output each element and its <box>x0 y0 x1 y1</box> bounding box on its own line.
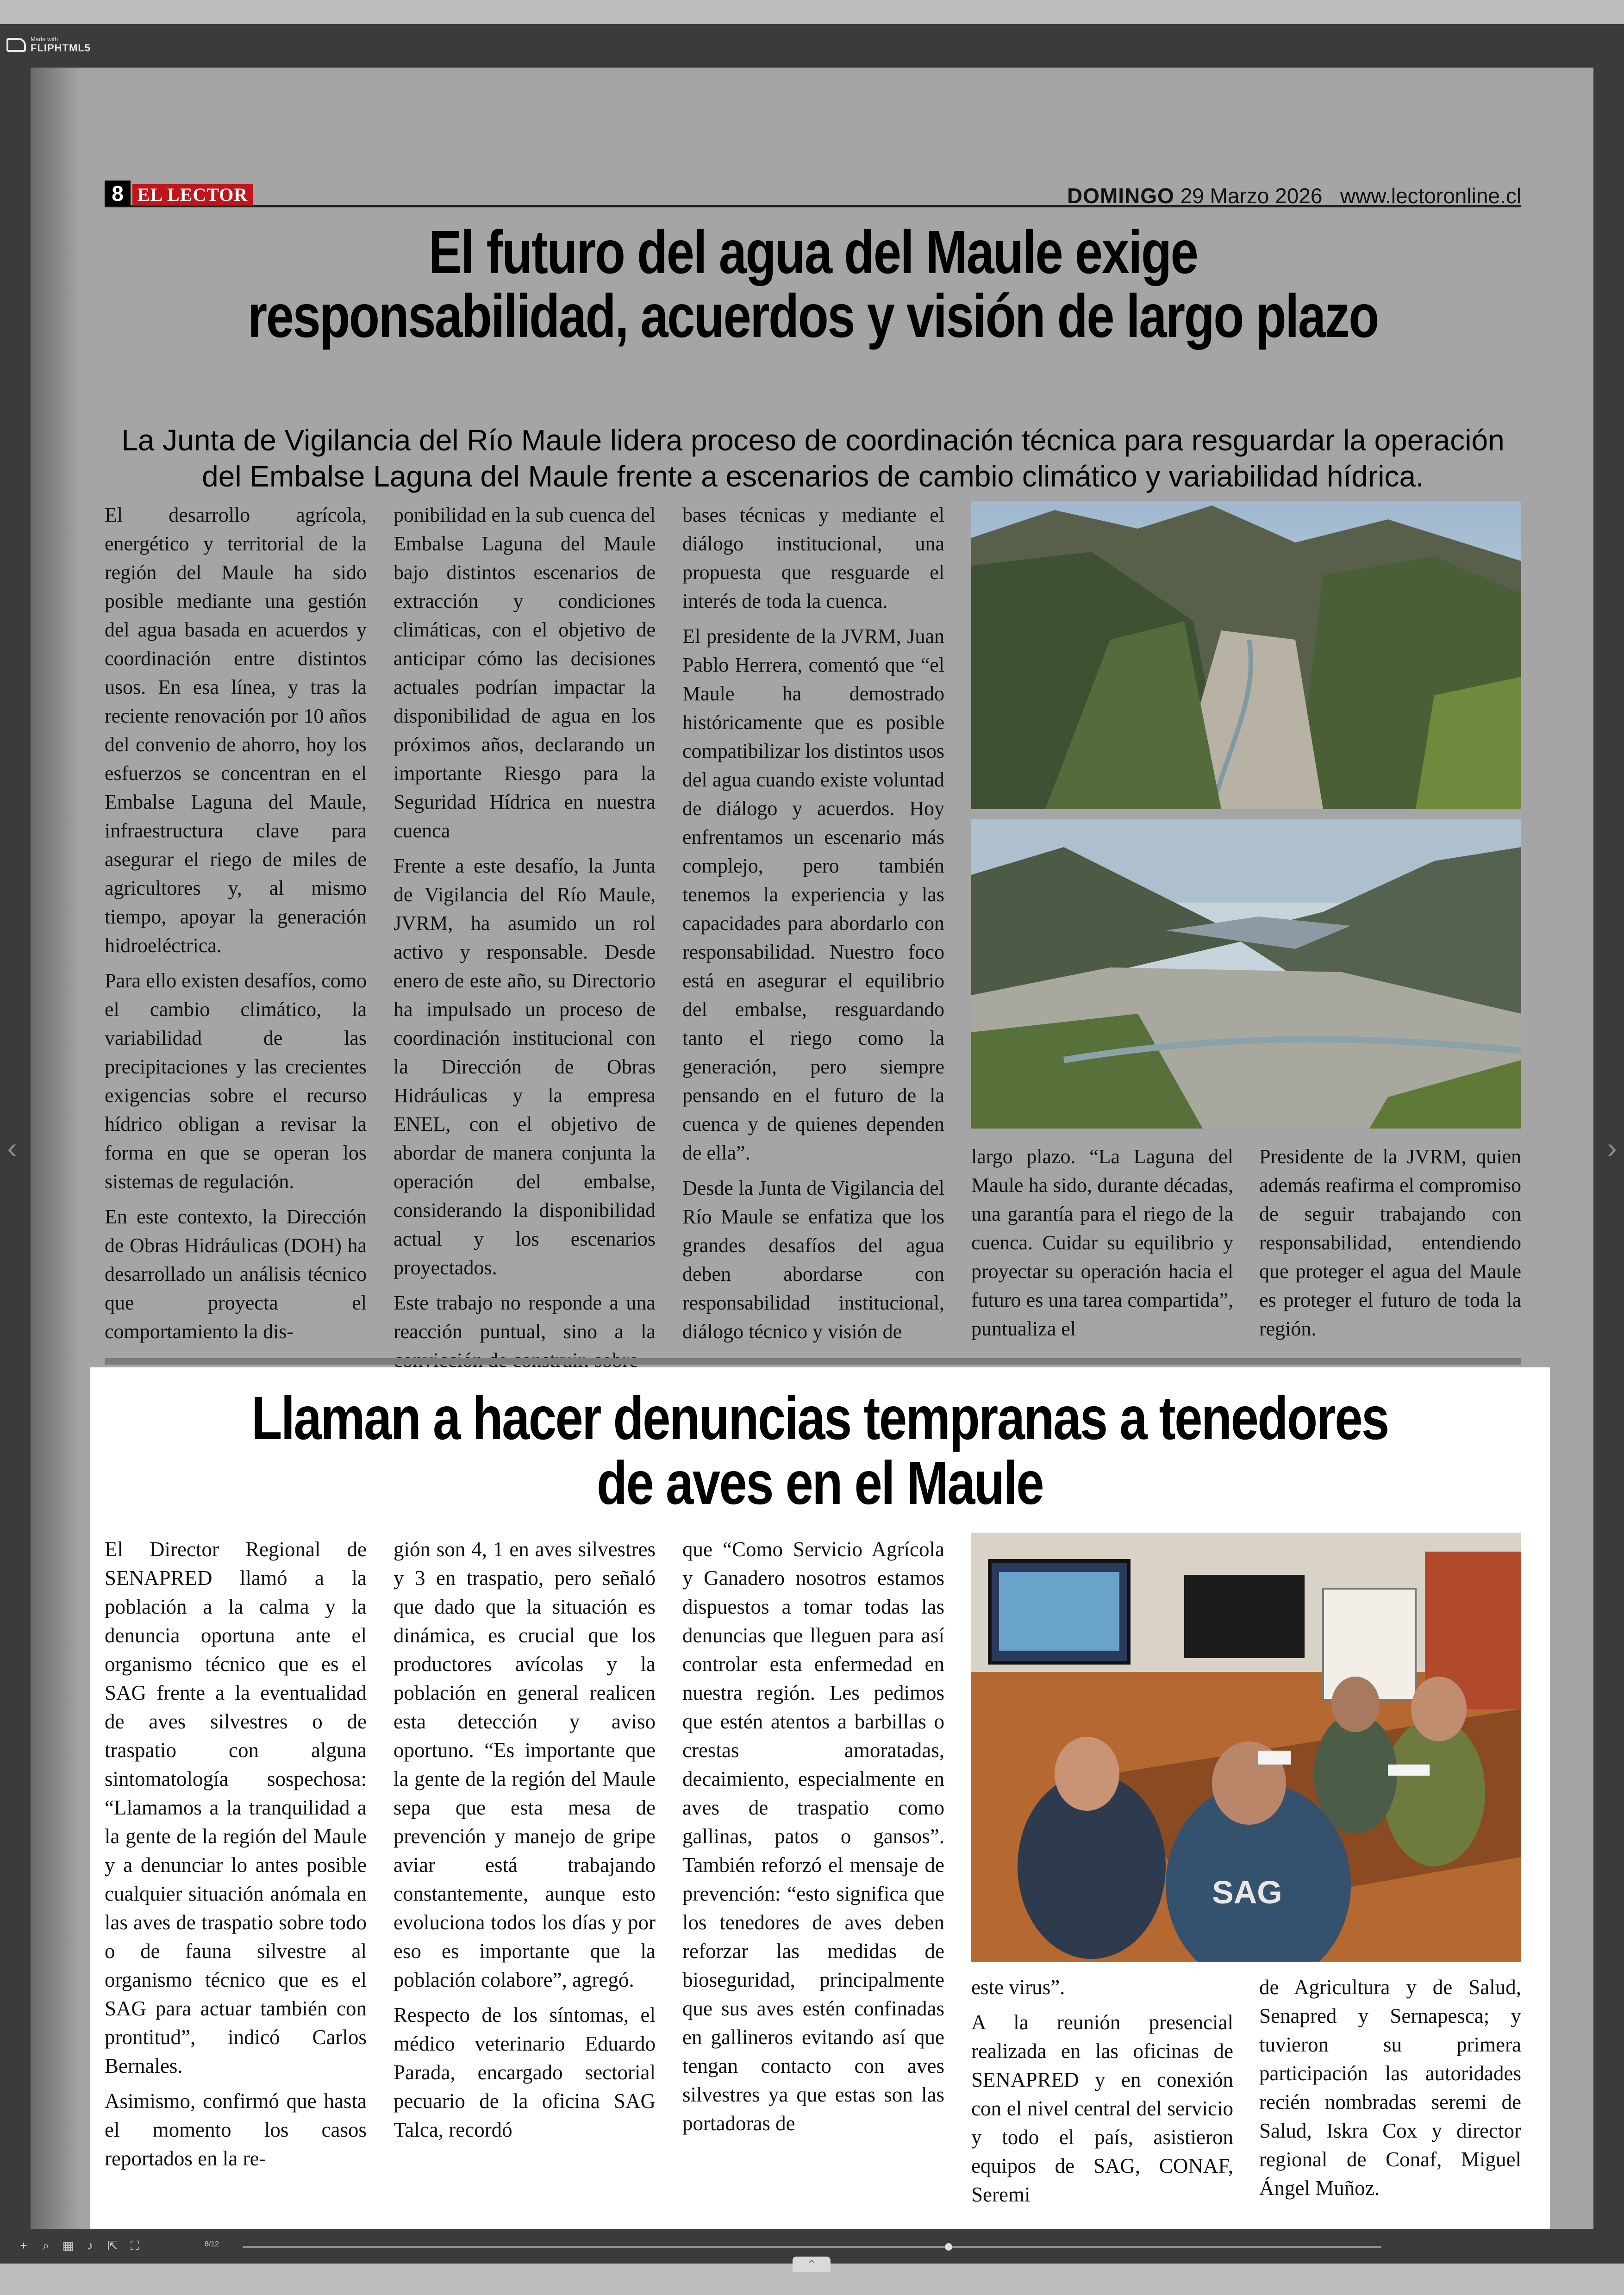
article2-headline: Llaman a hacer denuncias tempranas a tenedores de aves en el Maule <box>251 1384 1388 1517</box>
article2-column-3 <box>682 1535 944 2144</box>
fliphtml5-logo-icon <box>6 38 26 52</box>
article1-col2-paragraph-2: Frente a este desafío, la Junta de Vigilancia del Río Maule, JVRM, ha asumido un rol activo y responsable. Desde enero de este año, su Directorio ha impulsado un proceso de coordinación institucional con la Dirección de Obras Hidráulicas y la empresa ENEL, con el objetivo de abordar de manera conjunta la operación del embalse, considerando la disponibilidad actual y los escenarios proyectados. <box>394 854 656 1279</box>
article2-col4-paragraph-2: A la reunión presencial realizada en las oficinas de SENAPRED y en conexión con el nivel central del servicio y todo el país, asistieron equipos de SAG, CONAF, Seremi <box>971 2011 1233 2206</box>
meeting-room-photo <box>971 1533 1521 1962</box>
search-icon[interactable]: ⌕ <box>42 2239 50 2252</box>
website-text: www.lectoronline.cl <box>1340 184 1521 208</box>
brand-name: FLIPHTML5 <box>31 42 91 54</box>
fliphtml5-brand[interactable] <box>6 36 91 54</box>
article2-col1-paragraph-2: Asimismo, confirmó que hasta el momento los casos reportados en la re- <box>105 2089 367 2170</box>
article1-col1-paragraph-3: En este contexto, la Dirección de Obras Hidráulicas (DOH) ha desarrollado un análisis técnico que proyecta el comportamiento la dis- <box>105 1205 367 1343</box>
article1-headline: El futuro del agua del Maule exige responsabilidad, acuerdos y visión de largo plazo <box>248 218 1378 350</box>
article1-column-3 <box>682 501 944 1353</box>
river-valley-photo-1 <box>971 501 1521 809</box>
article2-col5-paragraph-1: de Agricultura y de Salud, Senapred y Sernapesca; y tuvieron su primera participación las autoridades recién nombradas seremi de Salud, Iskra Cox y director regional de Conaf, Miguel Ángel Muñoz. <box>1259 1976 1521 2200</box>
article1-col3-paragraph-3: Desde la Junta de Vigilancia del Río Maule se enfatiza que los grandes desafíos del agua deben abordarse con responsabilidad institucional, diálogo técnico y visión de <box>682 1177 944 1343</box>
article2-column-1 <box>105 1535 367 2179</box>
article1-col3-paragraph-1: bases técnicas y mediante el diálogo institucional, una propuesta que resguarde el interés de toda la cuenca. <box>682 504 944 612</box>
article2-column-5 <box>1259 1973 1521 2209</box>
article1-subtitle: La Junta de Vigilancia del Río Maule lidera proceso de coordinación técnica para resguardar la operación del Embalse Laguna del Maule frente a escenarios de cambio climático y variabilidad hídrica. <box>121 424 1505 493</box>
river-valley-illustration-1 <box>971 501 1521 809</box>
sound-icon[interactable]: ♪ <box>87 2239 94 2252</box>
newspaper-page <box>31 68 1593 2229</box>
article2-col3-paragraph-1: que “Como Servicio Agrícola y Ganadero nosotros estamos dispuestos a tomar todas las denuncias que lleguen para así controlar esta enfermedad en nuestra región. Les pedimos que estén atentos a barbillas o crestas amoratadas, decaimiento, especialmente en aves de traspatio como gallinas, patos o gansos”. También reforzó el mensaje de prevención: “esto significa que los tenedores de aves deben reforzar las medidas de bioseguridad, principalmente que sus aves estén confinadas en gallineros evitando así que tengan contacto con aves silvestres ya que estas son las portadoras de <box>682 1538 944 2135</box>
article2-col2-paragraph-2: Respecto de los síntomas, el médico veterinario Eduardo Parada, encargado sectorial pecuario de la oficina SAG Talca, recordó <box>394 2003 656 2141</box>
brand-small-text: Made with <box>31 36 58 43</box>
previous-page-icon[interactable]: ‹ <box>7 1131 17 1165</box>
page-header <box>105 181 1521 207</box>
river-valley-illustration-2 <box>971 819 1521 1129</box>
expand-toolbar-button[interactable] <box>793 2257 831 2272</box>
article2-column-2 <box>394 1535 656 2151</box>
article1-col2-paragraph-1: ponibilidad en la sub cuenca del Embalse Laguna del Maule bajo distintos escenarios de extracción y condiciones climáticas, con el objetivo de anticipar cómo las decisiones actuales podrían impactar la disponibilidad de agua en los próximos años, declarando un importante Riesgo para la Seguridad Hídrica en nuestra cuenca <box>394 504 656 842</box>
browser-top-strip <box>0 0 1624 24</box>
newspaper-logo: EL LECTOR <box>132 184 253 206</box>
article-divider <box>105 1358 1521 1365</box>
page-spine-shadow <box>31 68 81 2229</box>
article2-panel <box>90 1367 1550 2229</box>
date-text: 29 Marzo 2026 <box>1180 184 1323 208</box>
article1-col4-paragraph-1: largo plazo. “La Laguna del Maule ha sido, durante décadas, una garantía para el riego de la cuenca. Cuidar su equilibrio y proyectar su operación hacia el futuro es una tarea compartida”, puntualiza el <box>971 1145 1233 1340</box>
page-indicator: 8/12 <box>205 2240 219 2248</box>
page-number: 8 <box>105 181 131 206</box>
article2-col4-paragraph-1: este virus”. <box>971 1976 1065 1999</box>
share-icon[interactable]: ⇱ <box>107 2239 118 2252</box>
article1-column-1 <box>105 501 367 1353</box>
article1-col2-paragraph-3: Este trabajo no responde a una reacción puntual, sino a la <box>394 1291 656 1343</box>
sag-vest-text: SAG <box>1212 1874 1282 1910</box>
next-page-icon[interactable]: › <box>1607 1131 1617 1165</box>
article1-col5-paragraph-1: Presidente de la JVRM, quien además reafirma el compromiso de seguir trabajando con responsabilidad, entendiendo que proteger el agua del Maule es proteger el futuro de toda la región. <box>1259 1145 1521 1340</box>
article2-column-4 <box>971 1973 1233 2215</box>
day-name: DOMINGO <box>1067 184 1174 208</box>
zoom-in-icon[interactable]: + <box>20 2239 27 2252</box>
article1-col3-paragraph-2: El presidente de la JVRM, Juan Pablo Herrera, comentó que “el Maule ha demostrado históricamente que es posible compatibilizar los distintos usos del agua cuando existe voluntad de diálogo y acuerdos. Hoy enfrentamos un escenario más complejo, pero también tenemos la experiencia y las capacidades para abordarlo con responsabilidad. Nuestro foco está en asegurar el equilibrio del embalse, resguardando tanto el riego como la generación, pero siempre pensando en el futuro de la cuenca y de quienes dependen de ella”. <box>682 625 944 1164</box>
fullscreen-icon[interactable]: ⛶ <box>130 2239 139 2252</box>
article1-col1-paragraph-1: El desarrollo agrícola, energético y territorial de la región del Maule ha sido posible mediante una gestión del agua basada en acuerdos y coordinación entre distintos usos. En esa línea, y tras la reciente renovación por 10 años del convenio de ahorro, hoy los esfuerzos se concentran en el Embalse Laguna del Maule, infraestructura clave para asegurar el riego de miles de agricultores y, al mismo tiempo, apoyar la generación hidroeléctrica. <box>105 504 367 957</box>
article1-column-4 <box>971 1142 1233 1350</box>
page-progress-handle[interactable] <box>945 2243 952 2251</box>
article1-column-2 <box>394 501 656 1381</box>
dateline <box>1067 183 1521 208</box>
article1-col1-paragraph-2: Para ello existen desafíos, como el cambio climático, la variabilidad de las precipitaciones y las crecientes exigencias sobre el recurso hídrico obligan a revisar la forma en que se operan los sistemas de regulación. <box>105 969 367 1193</box>
river-valley-photo-2 <box>971 819 1521 1129</box>
page-progress-track[interactable] <box>243 2246 1381 2248</box>
chevron-up-icon: ⌃ <box>806 2258 817 2271</box>
article2-col1-paragraph-1: El Director Regional de SENAPRED llamó a la población a la calma y la denuncia oportuna ante el organismo técnico que es el SAG frente a la eventualidad de aves silvestres o de traspatio con alguna sintomatología sospechosa: “Llamamos a la tranquilidad a la gente de la región del Maule y a denunciar lo antes posible cualquier situación anómala en las aves de traspatio sobre todo o de fauna silvestre al organismo técnico que es el SAG para actuar también con prontitud”, indicó Carlos Bernales. <box>105 1538 367 2077</box>
thumbnails-icon[interactable]: ▦ <box>62 2239 74 2252</box>
article2-col2-paragraph-1: gión son 4, 1 en aves silvestres y 3 en traspatio, pero señaló que dado que la situación es dinámica, es crucial que los productores avícolas y la población en general realicen esta detección y aviso oportuno. “Es importante que la gente de la región del Maule sepa que esta mesa de prevención y manejo de gripe aviar está trabajando constantemente, aunque esto evoluciona todos los días y por eso es importante que la población colabore”, agregó. <box>394 1538 656 1991</box>
meeting-room-illustration <box>971 1533 1521 1962</box>
article1-column-5 <box>1259 1142 1521 1350</box>
